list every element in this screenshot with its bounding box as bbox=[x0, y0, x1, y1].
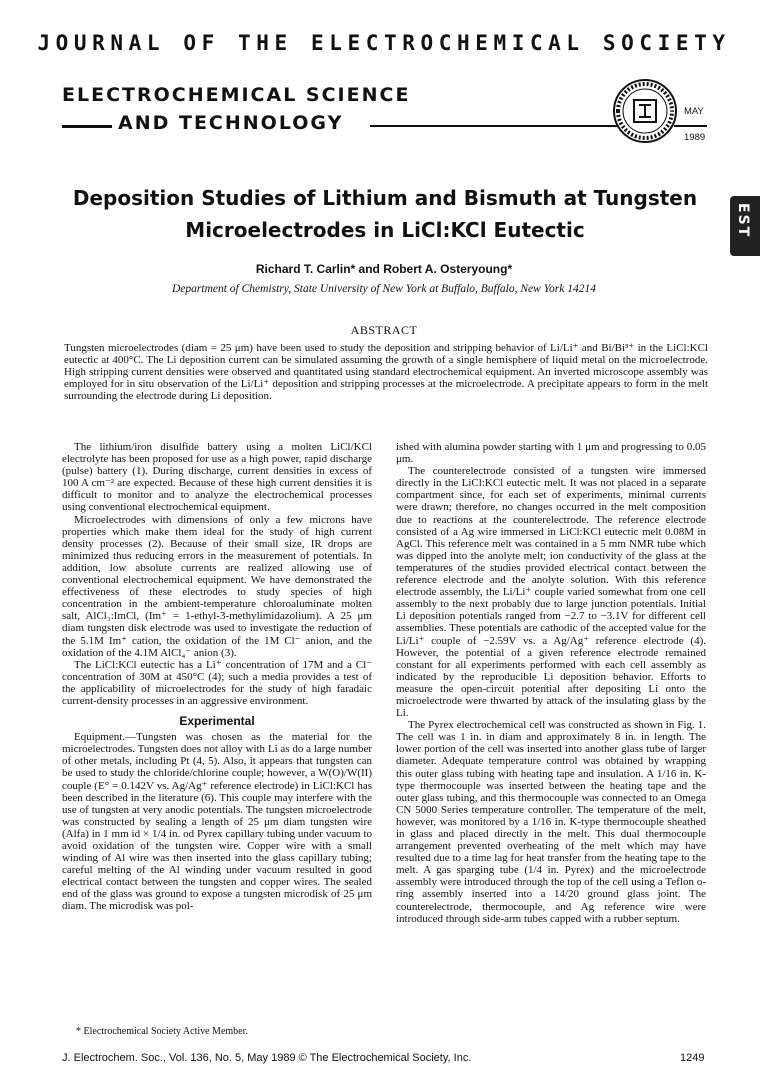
body-paragraph: Microelectrodes with dimensions of only a few microns have properties which make them ideal for the study of high current density processes (2). Because of their small size, IR drops are minimized thus reducing errors in the measurement of potentials. In addition, low absolute currents are realized allowing use of conventional electrochemical equipment. We have demonstrated the effectiveness of these electrodes to study species of high concentration in the ambient-temperature chloroaluminate molten salt, AlCl₃:ImCl, (Im⁺ = 1-ethyl-3-methylimidazolium). A 25 μm diam tungsten disk electrode was used to investigate the reduction of the 5.1M Im⁺ cation, the oxidation of the 1M Cl⁻ anion, and the oxidation of the 4.1M AlCl₄⁻ anion (3). bbox=[62, 513, 372, 659]
body-paragraph: The counterelectrode consisted of a tungsten wire immersed directly in the LiCl:KCl eutectic melt. It was not placed in a separate compartment since, for each set of experiments, minimal currents were drawn; therefore, no changes occurred in the melt composition due to reactions at the counterelectrode. The reference electrode consisted of a Ag wire immersed in LiCl:KCl eutectic melt 0.08M in AgCl. This reference melt was contained in a 5 mm NMR tube which was dipped into the anolyte melt; ion conductivity of the glass at the temperatures of the studies provided electrical contact between the reference electrode and the anolyte solution. With this reference electrode assembly, the Li/Li⁺ couple varied somewhat from one cell assembly to the next probably due to large junction potentials. Initial Li deposition potentials ranged from −2.7 to −3.1V for different cell assemblies. These potentials are cathodic of the accepted value for the Li/Li⁺ couple of −2.59V vs. a Ag/Ag⁺ reference electrode (4). However, the potential of a given reference electrode remained constant for all experiments performed with each cell assembly as indicated by the reproducible Li deposition behavior. Efforts to measure the open-circuit potential after depositing Li onto the microelectrode were thwarted by attack of the insulating glass by the Li. bbox=[396, 465, 706, 720]
section-side-tab bbox=[730, 196, 760, 256]
society-seal-logo bbox=[612, 78, 678, 144]
experimental-heading: Experimental bbox=[179, 714, 255, 729]
article-authors: Richard T. Carlin* and Robert A. Osteryoung* bbox=[255, 262, 513, 276]
body-paragraph: The LiCl:KCl eutectic has a Li⁺ concentration of 17M and a Cl⁻ concentration of 30M at 450°C (4); such a media provides a test of the applicability of microelectrodes for the study of high faradaic current-density processes in an aggressive environment. bbox=[62, 658, 372, 707]
page-number: 1249 bbox=[680, 1052, 705, 1064]
body-paragraph: ished with alumina powder starting with 1 μm and progressing to 0.05 μm. bbox=[396, 441, 706, 466]
article-title: Deposition Studies of Lithium and Bismuth at Tungsten Microelectrodes in LiCl:KCl Eutectic bbox=[72, 186, 698, 242]
section-title-line1: ELECTROCHEMICAL SCIENCE bbox=[62, 84, 411, 106]
body-paragraph: The lithium/iron disulfide battery using a molten LiCl/KCl electrolyte has been proposed for use as a high power, rapid discharge (pulse) battery (1). During discharge, current densities in excess of 100 A cm⁻² are expected. Because of these high current densities it is difficult to monitor and to analyze the electrochemical processes using conventional electrochemical equipment. bbox=[62, 441, 372, 514]
author-affiliation: Department of Chemistry, State University of New York at Buffalo, Buffalo, New York 14214 bbox=[171, 283, 596, 295]
citation-footer: J. Electrochem. Soc., Vol. 136, No. 5, May 1989 © The Electrochemical Society, Inc. bbox=[62, 1052, 472, 1064]
section-title-line2: AND TECHNOLOGY bbox=[118, 112, 344, 134]
abstract-text: Tungsten microelectrodes (diam = 25 μm) have been used to study the deposition and stripping behavior of Li/Li⁺ and Bi/Bi³⁺ in the LiCl:KCl eutectic at 400°C. The Li deposition current can be simulated assuming the growth of a single hemisphere of liquid metal on the microelectrode. High stripping current densities were observed and quantitated using standard electrochemical equipment. An inverted microscope assembly was employed for in situ observation of the Li/Li⁺ deposition and stripping processes at the microelectrode. A precipitate appears to form in the melt surrounding the electrode during Li deposition. bbox=[64, 342, 708, 402]
section-rule-right bbox=[674, 125, 707, 127]
issue-month: MAY bbox=[684, 106, 704, 117]
section-rule bbox=[370, 125, 618, 127]
body-paragraph: Equipment.—Tungsten was chosen as the material for the microelectrodes. Tungsten does not alloy with Li as do a large number of other metals, including Pt (4, 5). Also, it appears that tungsten can be used to study the chloride/chlorine couple; however, a W(O)/W(II) couple (E° = 0.142V vs. Ag/Ag⁺ reference electrode) in LiCl:KCl has been described in the literature (6). This couple may interfere with the use of tungsten at very anodic potentials. The tungsten microelectrode was constructed by sealing a length of 25 μm diam tungsten wire (Alfa) in 1 mm id × 1/4 in. od Pyrex capillary tubing under vacuum to avoid oxidation of the tungsten wire. Copper wire with a small winding of Al wire was then inserted into the glass capillary tubing; careful melting of the Al winding under vacuum resulted in good electrical contact between the tungsten and copper wires. The sealed end of the glass was ground to expose a tungsten microdisk of 25 μm diam. The microdisk was pol- bbox=[62, 731, 372, 913]
side-tab-label: EST bbox=[735, 203, 751, 239]
abstract-heading: ABSTRACT bbox=[350, 323, 418, 337]
body-column-left bbox=[62, 441, 372, 913]
issue-year: 1989 bbox=[684, 132, 706, 143]
author-footnote: * Electrochemical Society Active Member. bbox=[76, 1026, 248, 1037]
section-dash bbox=[62, 125, 112, 128]
body-paragraph: The Pyrex electrochemical cell was constructed as shown in Fig. 1. The cell was 1 in. in diam and approximately 8 in. in length. The lower portion of the cell was inserted into another glass tube of larger diameter. Adequate temperature control was obtained by wrapping this outer glass tubing with heating tape and insulation. A 1/16 in. K-type thermocouple was inserted between the heating tape and the outer glass tubing, and this thermocouple was connected to an Omega CN 5000 Series temperature controller. The temperature of the melt, however, was monitored by a 1/16 in. K-type thermocouple sheathed in glass and placed directly in the melt. This dual thermocouple arrangement prevented overheating of the melt which may have resulted due to a time lag for heat transfer from the heating tape to the melt. A gas sparging tube (1/4 in. Pyrex) and the microelectrode assembly were introduced through the top of the cell using a Teflon o-ring assembly inserted into a 14/20 ground glass joint. The counterelectrode, thermocouple, and Ag reference wire were introduced through side-arm tubes capped with a rubber septum. bbox=[396, 719, 706, 925]
body-column-right bbox=[396, 441, 706, 925]
journal-name: JOURNAL OF THE ELECTROCHEMICAL SOCIETY bbox=[37, 31, 731, 55]
